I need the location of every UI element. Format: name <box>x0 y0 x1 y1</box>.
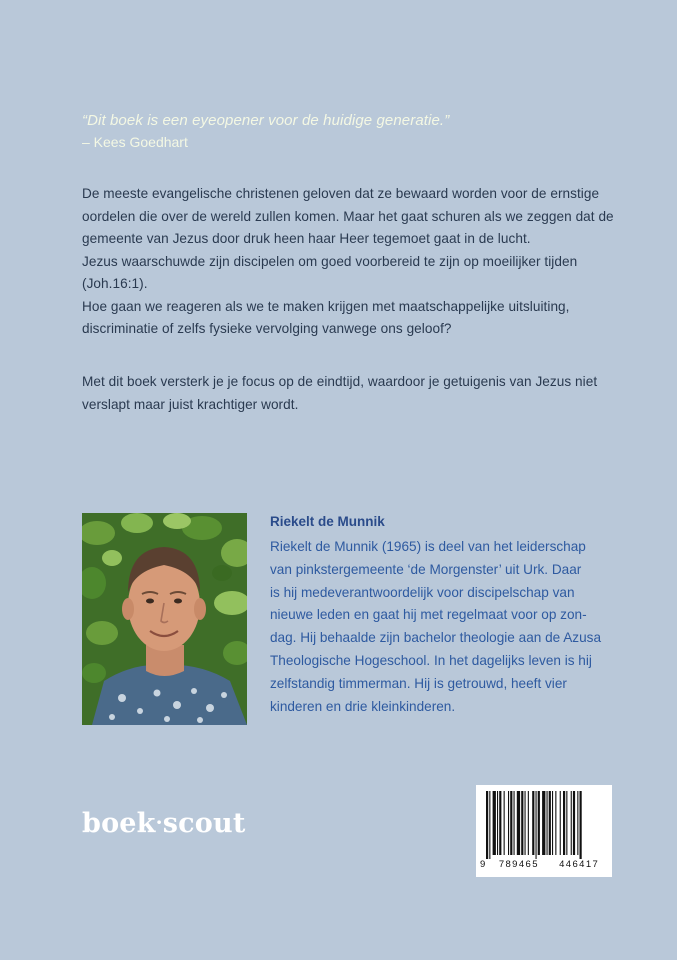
author-bio <box>270 536 601 718</box>
blurb-line: discriminatie of zelfs fysieke vervolging vanwege ons geloof? <box>82 321 452 336</box>
blurb-paragraph-1 <box>82 183 612 341</box>
bio-line: Theologische Hogeschool. In het dagelijks leven is hij <box>270 652 592 668</box>
barcode-bar <box>532 791 534 855</box>
barcode-digits-group-1: 789465 <box>498 859 539 870</box>
blurb-line: Jezus waarschuwde zijn discipelen om goed voorbereid te zijn op moeilijker tijden <box>82 253 578 269</box>
barcode-bar <box>552 791 553 855</box>
blurb-line: oordelen die over de wereld zullen komen. Maar het gaat schuren als we zeggen dat de <box>82 208 614 224</box>
logo-part-boek: boek <box>82 808 156 839</box>
barcode-bar <box>577 791 578 855</box>
barcode-bar <box>497 791 498 855</box>
blurb-line: gemeente van Jezus door druk heen haar Heer tegemoet gaat in de lucht. <box>82 231 531 246</box>
barcode-bar <box>580 791 582 859</box>
bio-line: dag. Hij behaalde zijn bachelor theologie aan de Azusa <box>270 630 602 646</box>
isbn-barcode <box>476 785 612 877</box>
barcode-bar <box>560 791 561 855</box>
logo-part-scout: scout <box>162 808 246 839</box>
author-photo <box>82 513 247 725</box>
barcode-bar <box>504 791 505 855</box>
barcode-bar <box>514 791 515 855</box>
barcode-bar <box>566 791 567 855</box>
barcode-bar <box>549 791 551 855</box>
bio-line: zelfstandig timmerman. Hij is getrouwd, heeft vier <box>270 675 567 691</box>
barcode-bar <box>517 791 520 855</box>
barcode-bar <box>542 791 545 855</box>
barcode-bar <box>489 791 490 859</box>
logo-separator: · <box>155 810 163 834</box>
barcode-bar <box>521 791 523 855</box>
author-name-heading: Riekelt de Munnik <box>270 514 385 529</box>
author-portrait-illustration <box>82 513 247 725</box>
barcode-digits-group-2: 446417 <box>559 859 600 870</box>
barcode-bar <box>508 791 509 855</box>
barcode-bar <box>563 791 565 855</box>
bio-line: nieuwe leden en gaat hij met regelmaat voor op zon- <box>270 607 587 623</box>
bio-line: kinderen en drie kleinkinderen. <box>270 698 456 714</box>
barcode-bar <box>486 791 488 859</box>
bio-line: van pinkstergemeente ‘de Morgenster’ uit Urk. Daar <box>270 561 582 577</box>
barcode-bars <box>476 785 612 859</box>
blurb-line: verslapt maar juist krachtiger wordt. <box>82 396 299 412</box>
blurb-line: De meeste evangelische christenen geloven dat ze bewaard worden voor de ernstige <box>82 186 600 201</box>
endorsement-author: – Kees Goedhart <box>82 134 188 150</box>
barcode-bar <box>536 791 537 859</box>
blurb-line: (Joh.16:1). <box>82 276 148 291</box>
barcode-bar <box>555 791 556 855</box>
publisher-logo <box>82 808 246 839</box>
barcode-number <box>476 859 612 870</box>
blurb-line: Hoe gaan we reageren als we te maken krijgen met maatschappelijke uitsluiting, <box>82 298 570 314</box>
blurb-line: Met dit boek versterk je je focus op de eindtijd, waardoor je getuigenis van Jezus niet <box>82 374 598 389</box>
barcode-digit-first: 9 <box>480 859 487 870</box>
barcode-bar <box>493 791 496 855</box>
barcode-bar <box>573 791 575 855</box>
barcode-bar <box>525 791 526 855</box>
barcode-bar <box>499 791 501 855</box>
bio-line: Riekelt de Munnik (1965) is deel van het leiderschap <box>270 539 586 554</box>
barcode-bar <box>547 791 548 855</box>
barcode-bar <box>571 791 572 855</box>
barcode-bar <box>528 791 529 855</box>
endorsement-quote: “Dit boek is een eyeopener voor de huidige generatie.” <box>82 112 450 129</box>
barcode-bar <box>510 791 512 855</box>
bio-line: is hij medeverantwoordelijk voor discipelschap van <box>270 584 575 600</box>
barcode-bar <box>538 791 540 855</box>
blurb-paragraph-2 <box>82 371 612 416</box>
